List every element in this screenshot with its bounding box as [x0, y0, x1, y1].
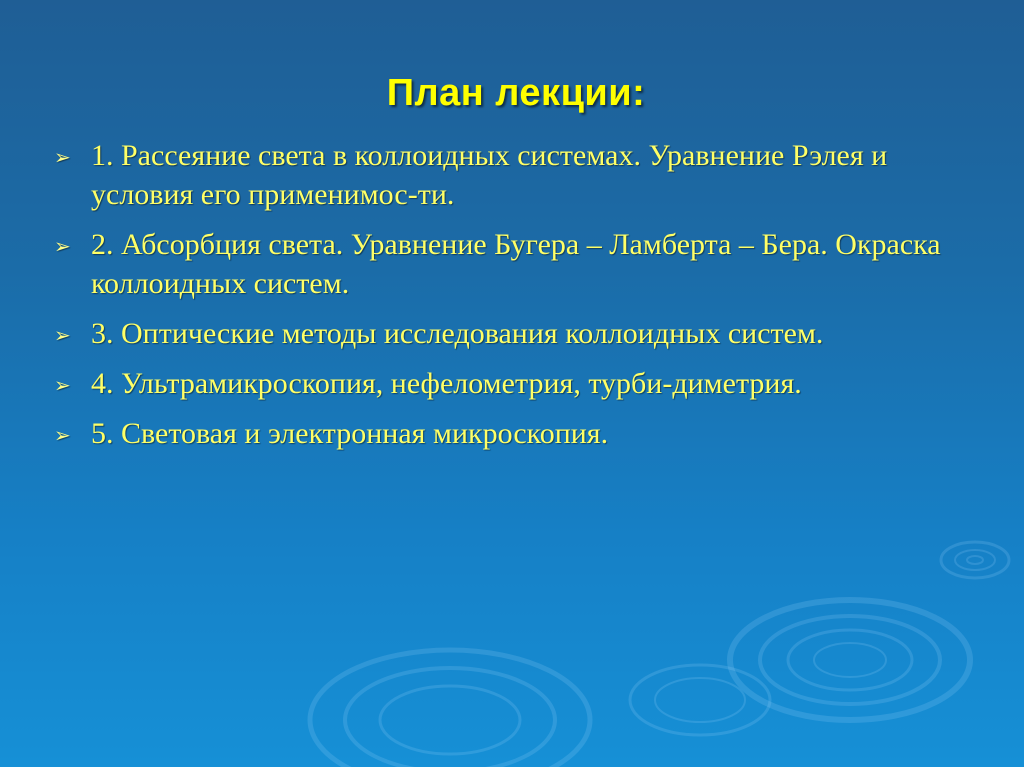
- list-item-text: 2. Абсорбция света. Уравнение Бугера – Ламберта – Бера. Окраска коллоидных систем.: [91, 228, 941, 300]
- arrow-bullet-icon: ➢: [54, 323, 71, 347]
- list-item: [0, 414, 1024, 453]
- list-item: [0, 364, 1024, 403]
- list-item: [0, 136, 1024, 214]
- arrow-bullet-icon: ➢: [54, 145, 71, 169]
- list-item-text: 5. Световая и электронная микроскопия.: [91, 417, 609, 450]
- lecture-plan-list: [0, 136, 1024, 464]
- list-item-text: 4. Ультрамикроскопия, нефелометрия, турби-диметрия.: [91, 367, 802, 400]
- list-item: [0, 225, 1024, 303]
- slide-title: [0, 72, 1024, 115]
- list-item-text: 1. Рассеяние света в коллоидных системах. Уравнение Рэлея и условия его применимос-ти.: [91, 139, 888, 211]
- arrow-bullet-icon: ➢: [54, 373, 71, 397]
- slide-title-text: План лекции:: [386, 72, 646, 114]
- list-item: [0, 314, 1024, 353]
- list-item-text: 3. Оптические методы исследования коллоидных систем.: [91, 317, 824, 350]
- arrow-bullet-icon: ➢: [54, 234, 71, 258]
- arrow-bullet-icon: ➢: [54, 423, 71, 447]
